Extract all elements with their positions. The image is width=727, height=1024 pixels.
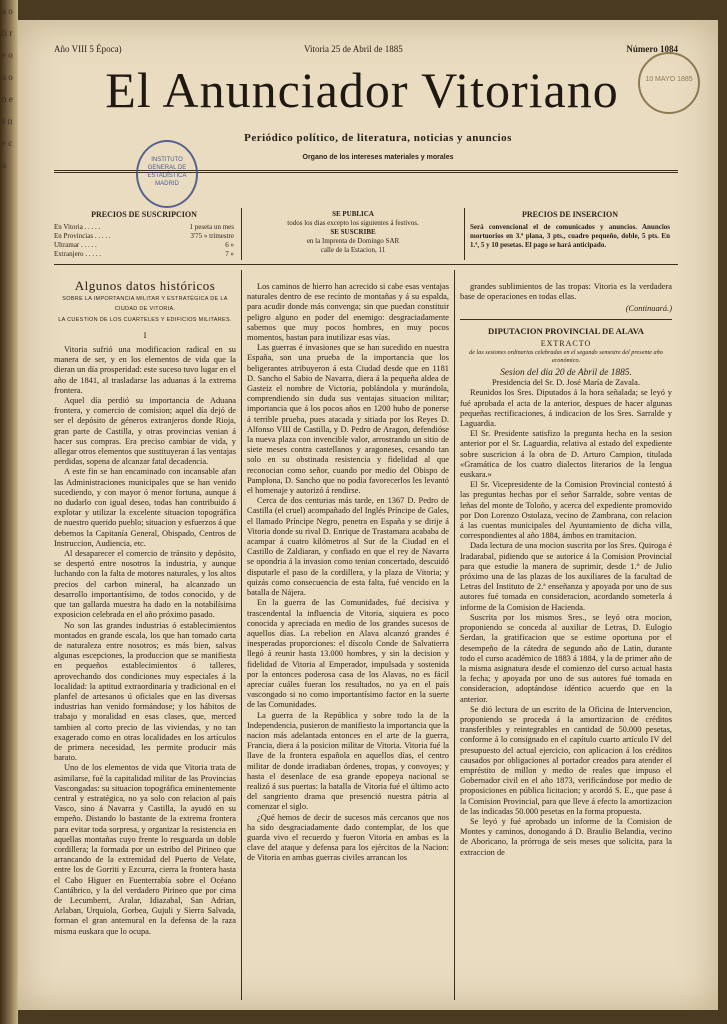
page-binding-edge (0, 0, 18, 1024)
publication-info (248, 210, 458, 255)
issue-number: Número 1084 (626, 44, 678, 54)
price-row (54, 223, 234, 232)
section-rule (460, 319, 672, 320)
masthead-title: El Anunciador Vitoriano (105, 62, 619, 118)
price-place: Ultramar . . . . . (54, 241, 97, 249)
article-subtitle-1: SOBRE LA IMPORTANCIA MILITAR Y ESTRATÉGICA DE LA CIUDAD DE VITORIA. (62, 296, 228, 313)
article-continuation (460, 282, 672, 302)
info-divider-2 (464, 208, 465, 260)
section-numeral: I (143, 330, 147, 340)
adjacent-page-text: a o ti r e o a o n e s n e c a (2, 6, 13, 170)
paragraph: Vitoria sufrió una modificacion radical en su manera de ser, y en los elementos de vida que la dieran un día prosperidad: este suceso tuvo lugar en el año de 1841, al trasladarse las aduanas á la extrema frontera. (54, 345, 236, 395)
issue-date: Vitoria 25 de Abril de 1885 (304, 44, 403, 54)
paragraph: A este fin se han encaminado con incansable afan las Administraciones municipales que se han venido sucediendo, y con mayor ó menor fortuna, aunque á no dudarlo con igual deseo, todas han contribuido á explotar y utilizar la excelente situacion topográfica de nuestro querido pueblo; situacion y esfuerzos á que debemos la Capitanía General, Obispado, Centros de Instruccion, Audiencia, etc. (54, 467, 236, 548)
price-row (54, 250, 234, 259)
insertion-text: Será convencional el de comunicados y anuncios. Anuncios mortuorios en 3.ª plana, 3 pts., cuadro pequeño, doble, 5 pts. En 1.ª, 5 y 10 pesetas. El pago se hará anticipado. (470, 223, 670, 249)
article-body-1 (54, 345, 236, 937)
price-value: 6 » (225, 241, 234, 249)
price-list (54, 223, 234, 259)
extracto-title: EXTRACTO (540, 338, 592, 348)
paragraph: Uno de los elementos de vida que Vitoria trata de asimilarse, fué la capitalidad militar de las Provincias Vascongadas: su situacion topográfica eminentemente central y estratégica, no ya solo con relacion al país Vasco, sino á Navarra y Castilla, la ayudó en su empeño. Distando lo bastante de la extrema frontera para evitar toda sorpresa, y organizar la resistencia en aquellas montañas cuyo frente lo resguarda un doble cordillera; la formada por un estribo del Pirineo que arrancando de la extremidad del Puerto de Velate, entre los de Gorriti y Ezcurra, cierra la frontera hasta el Cabo Higuer en Fuenterrabía sobre el Océano Cantábrico, y la del verdadero Pirineo que por cima de Lecumberri, Aralar, Idiazabal, San Adrian, Arlaban, Urquiola, Gorbea, Gujuli y Sierra Salvada, forman el gran antemural en la defensa de la raza misma euskara que lo ocupa. (54, 763, 236, 936)
article-column-2 (247, 282, 449, 1000)
price-value: 1 peseta un mes (189, 223, 234, 231)
presidency-line: Presidencia del Sr. D. José María de Zavala. (492, 378, 640, 388)
year-issue: Año VIII 5 Época) (54, 44, 122, 54)
article-title: Algunos datos históricos (74, 278, 216, 293)
price-place: En Vitoria . . . . . (54, 223, 101, 231)
paragraph: ¿Qué hemos de decir de sucesos más cercanos que nos ha sido desgraciadamente dado contemplar, de los que guarda vivo el recuerdo y fueron Vitoria en ambas es la clave del ataque y defensa para los ejércitos de la Nacion: de Vitoria en ambas guerras civiles arrancan los (247, 812, 449, 863)
newspaper-page (18, 20, 718, 1010)
article-body-2 (247, 282, 449, 864)
info-divider (241, 208, 242, 260)
publication-title: SE PUBLICA (332, 210, 374, 218)
session-title: Sesion del dia 20 de Abril de 1885. (500, 368, 632, 379)
paragraph: Se dió lectura de un escrito de la Oficina de Intervencion, proponiendo se proceda á la amortizacion de créditos transferibles y reintegrables en cantidad de 50.000 pesetas, conforme á lo consignado en el capítulo cuarto artículo IV del presupuesto del actual ejercicio, con aplicacion á los créditos causados por obligaciones al portador creados para atender el empréstito de millon y medio de reales que impuso el Gobernador civil en el año 1873, verificándose por medio de proposiciones en pública licitacion; y acordó S. E., que pase á la Comision Provincial, para que lleve á efecto la amortizacion de las indicadas 50.000 pesetas en la forma propuesta. (460, 704, 672, 816)
publication-line1: todos los dias excepto los siguientes á festivos. (287, 219, 419, 227)
stamp-text: 10 MAYO 1885 (645, 76, 693, 83)
price-row (54, 241, 234, 250)
price-value: 3'75 » trimestre (190, 232, 234, 240)
dateline (54, 44, 678, 58)
paragraph: Suscrita por los mismos Sres., se leyó otra mocion, proponiendo se conceda al auxiliar de Letras, D. Eulogio Serdan, la gratificacion que se estime oportuna por el desempeño de la cátedra de segundo año de Latin, durante todo el curso académico de 1883 á 1884, y la de primer año de la misma asignatura desde el comienzo del curso actual hasta la fecha; y apoyada por uno de sus autores fué tomada en consideracion, adoptándose idéntico acuerdo que en la anterior. (460, 612, 672, 704)
paragraph: Reunidos los Sres. Diputados á la hora señalada; se leyó y fué aprobada el acta de la anterior, despues de hacer algunas pequeñas rectificaciones, á indicacion de los Sres. Sarralde y Laguardia. (460, 388, 672, 429)
paragraph: grandes sublimientos de las tropas: Vitoria es la verdadera base de operaciones en todas ellas. (460, 282, 672, 302)
paragraph: Las guerras é invasiones que se han sucedido en nuestra España, son una prueba de la importancia que los beligerantes atribuyeron á esta Ciudad desde que en 1181 D. Sancho el Sabio de Navarra, diera á la pequeña aldea de Gasteiz el nombre de Victoria, poblándola y murándola, comprendiendo sin duda sus ventajas situacion militar; importancia que á los pocos años en 1200 hubo de ponerse á terrible prueba, pues atacada y sitiada por los Reyes D. Alfonso VIII de Castilla, y D. Pedro de Aragon, defendióse la nueva plaza con invencible valor, arrostrando un sitio de siete meses contra castellanos y aragoneses, cesando tan solo en su obstinada resistencia y fidelidad al que reconocian como señor, cuando por medio del Obispo de Pamplona, D. Sancho que no podia favorecerlos les levantó el homenaje y autorizó á rendirse. (247, 343, 449, 496)
article-subtitle-2: LA CUESTION DE LOS CUARTELES Y EDIFICIOS MILITARES. (58, 316, 232, 323)
library-seal (136, 140, 198, 208)
column-divider-1 (241, 270, 242, 1000)
paragraph: Al desaparecer el comercio de tránsito y depósito, se despertó entre nosotros la industria, y aunque luchando con la falta de motores naturales, y los altos precios del carbon mineral, ha alcanzado un desarrollo importantísimo, de todos conocido, y de que tan gallarda muestra ha dado en la notabilísima exposicion celebrada en el año próximo pasado. (54, 549, 236, 620)
info-bottom-rule (54, 264, 678, 265)
masthead-organ: Organo de los intereses materiales y morales (302, 154, 454, 161)
paragraph: Cerca de dos centurias más tarde, en 1367 D. Pedro de Castilla (el cruel) acompañado del Inglés Príncipe de Gales, el llamado Príncipe Negro, penetra en España y se dirije á Vitoria donde su rival D. Enrique de Trastamara acababa de acampar á cuatro kilómetros al Sur de la Ciudad en el Castillo de Zaldiaran, y confiado en que el rey de Navarra se opondria á la invasion como tenian concertado, descuidó disputarle el paso de la cordillera, y la plaza de Vitoria; y quizás como consecuencia de esta falta, fué vencido en la batalla de Nájera. (247, 496, 449, 598)
paragraph: La guerra de la República y sobre todo la de la Independencia, pusieron de manifiesto la importancia que la nacion más adelantada entonces en el arte de la guerra, Francia, diera á la posicion militar de Vitoria. Vitoria fué la llave de la frontera española en aquellos días, el centro militar de donde irradiaban órdenes, tropas, y convoyes; y hasta el desenlace de esa grande epopeya nacional se realizó á sus puertas: la batalla de Vitoria fué el último acto del sangriento drama que presenció nuestra pátria al comenzar el siglo. (247, 710, 449, 812)
seal-text: INSTITUTO GENERAL DE ESTADÍSTICA MADRID (147, 157, 187, 187)
paragraph: El Sr. Presidente satisfizo la pregunta hecha en la sesion anterior por el Sr. Laguardia, relativa al estado del expediente sobre suscricion á la obra de D. Arturo Campion, titulada «Gramática de los cuatro dialectos literarios de la lengua euskara.» (460, 429, 672, 480)
publication-line2: en la Imprenta de Domingo SAR (306, 237, 400, 245)
article-column-3 (460, 282, 672, 1000)
continued-note: (Continuará.) (625, 304, 672, 314)
column-divider-2 (454, 270, 455, 1000)
paragraph: No son las grandes industrias ó establecimientos montados en grande escala, los que han tomado carta de naturaleza entre nosotros; es más bien, salvas algunas escepciones, la produccion que se manifiesta en pequeños establecimientos ó talleres, aprovechando dos condiciones muy especiales á la localidad: la aptitud extraordinaria y tradicional en el planfel de artesanos ú oficiales que en las diversas industrias han venido formándose; y los hábitos de trabajo y moralidad en esas clases, que, merced tambien al corto precio de las viviendas, y no tan exagerado como en otras localidades en los artículos de primera necesidad, les permite producir más barato. (54, 620, 236, 763)
subscription-prices (54, 210, 234, 259)
extracto-subtitle: de las sesiones ordinarias celebradas en el segundo semestre del presente año económico. (469, 349, 663, 365)
article-column-1 (54, 275, 236, 1000)
paragraph: Se leyó y fué aprobado un informe de la Comision de Montes y caminos, donogando á D. Braulio Belandia, vecino de Aboricano, la prórroga de seis meses que solicita, para la extraccion de (460, 816, 672, 857)
paragraph: Aquel día perdió su importancia de Aduana frontera, y comercio de comision; aquel día dejó de ser el depósito de géneros extranjeros donde Rioja, gran parte de Castilla, y otras provincias venian á hacer sus compras. Era preciso cambiar de vida, y allegar otros elementos que sustituyeran á las ventajas perdidas, sopena de alcanzar fatal decadencia. (54, 396, 236, 467)
price-place: En Provincias . . . . . (54, 232, 111, 240)
paragraph: En la guerra de las Comunidades, fué decisiva y trascendental la influencia de Vitoria, siquiera es poco conocida y apreciada en medio de los grandes sucesos de aquellos días. La rebelion en Alava alcanzó grandes é inesperadas proporciones: el díscolo Conde de Salvatierra llegó á reunir hasta 13.000 hombres, y sin la decision y fidelidad de Vitoria al Emperador, impulsada y sostenida por la entonces poderosa casa de los Alavas, no es fácil apreciar cuáles fueran los resultados, no ya en el país vascongado si no como importantísimo factor en la suerte de las Comunidades. (247, 598, 449, 710)
publication-line3: calle de la Estacion, 11 (320, 246, 386, 254)
price-row (54, 232, 234, 241)
subscribe-title: SE SUSCRIBE (330, 228, 376, 236)
session-body (460, 388, 672, 857)
insertion-prices (470, 210, 670, 250)
subscription-title: PRECIOS DE SUSCRIPCION (91, 210, 197, 219)
diputacion-title: DIPUTACION PROVINCIAL DE ALAVA (488, 325, 644, 336)
paragraph: El Sr. Vicepresidente de la Comision Provincial contestó á las preguntas hechas por el señor Sarralde, sobre ventas de leñas del monte de Toloño, y acerca del expediente promovido por Don Lorenzo Ostolaza, vecino de Zambrana, con relacion á las cuentas municipales del Ayuntamiento de dicha villa, correspondientes al año 1884, ámbos en tramitacion. (460, 480, 672, 541)
masthead-subtitle: Periódico político, de literatura, noticias y anuncios (244, 132, 512, 144)
paragraph: Los caminos de hierro han acrecido si cabe esas ventajas naturales dentro de ese recinto de montañas y á su espalda, para acudir donde más convenga; sin que puedan constituir peligro alguno en poder del enemigo: desgraciadamente sabemos que muy pocos hombres, en muy pocos momentos, bastan para inutilizar esas vías. (247, 282, 449, 343)
price-place: Extranjero . . . . . (54, 250, 102, 258)
postal-stamp (638, 52, 700, 114)
insertion-title: PRECIOS DE INSERCION (521, 210, 619, 219)
price-value: 7 » (225, 250, 234, 258)
paragraph: Dada lectura de una mocion suscrita por los Sres. Quiroga é Iradarabal, pidiendo que se autorice á la Comision Provincial para que estudie la manera de suprimir, desde 1.° de Julio próximo una de las plazas de los auxiliares de la facultad de Letras del Instituto de 2.ª enseñanza y apoyada por uno de sus autores fué tomada en consideracion, acordando someterla á informe de la Comision de Hacienda. (460, 541, 672, 612)
